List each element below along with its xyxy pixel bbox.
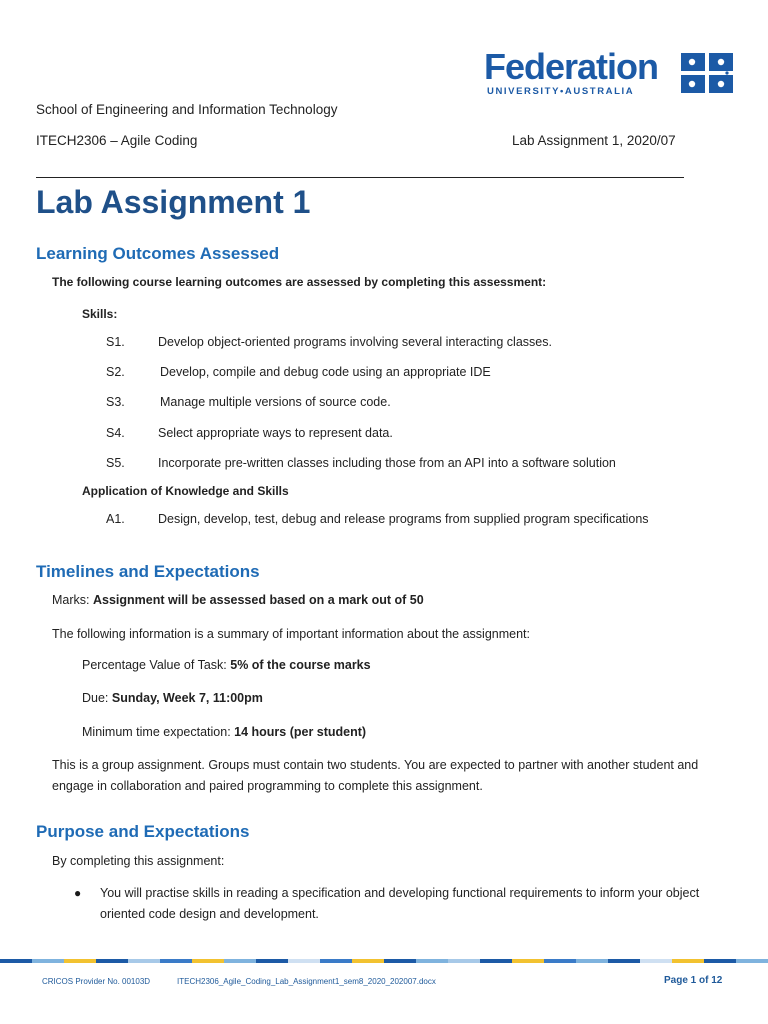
percentage-line [82, 658, 371, 672]
min-time-line [82, 725, 366, 739]
footer-stripe-segment [224, 959, 256, 963]
skill-text: Manage multiple versions of source code. [160, 395, 391, 409]
due-line [82, 691, 263, 705]
skill-code: S3. [106, 395, 125, 409]
footer-stripe-segment [576, 959, 608, 963]
footer-stripe-segment [544, 959, 576, 963]
skill-text: Incorporate pre-written classes including those from an API into a software solution [158, 456, 616, 470]
footer-stripe-segment [192, 959, 224, 963]
footer-stripe-segment [640, 959, 672, 963]
min-time-label: Minimum time expectation: [82, 725, 235, 739]
skill-code: S5. [106, 456, 125, 470]
school-name: School of Engineering and Information Technology [36, 102, 338, 117]
group-assignment-text: This is a group assignment. Groups must contain two students. You are expected to partner with another student and engage in collaboration and paired programming to complete this assignment. [52, 758, 699, 793]
footer-stripe-segment [256, 959, 288, 963]
percentage-value: 5% of the course marks [230, 658, 371, 672]
skill-text: Select appropriate ways to represent data. [158, 426, 393, 440]
page-title: Lab Assignment 1 [36, 184, 311, 220]
footer-stripe-segment [352, 959, 384, 963]
due-value: Sunday, Week 7, 11:00pm [111, 691, 263, 705]
due-label: Due: [82, 691, 112, 705]
footer-stripe-segment [160, 959, 192, 963]
purpose-intro: By completing this assignment: [52, 854, 225, 868]
cricos-number: CRICOS Provider No. 00103D [42, 977, 151, 986]
learning-intro: The following course learning outcomes are assessed by completing this assessment: [52, 275, 547, 289]
footer-stripe-segment [416, 959, 448, 963]
footer-stripe-segment [32, 959, 64, 963]
footer-stripe-segment [704, 959, 736, 963]
footer-stripe-segment [512, 959, 544, 963]
footer-stripe-segment [96, 959, 128, 963]
header-rule [36, 177, 684, 178]
skill-code: S4. [106, 426, 125, 440]
footer-stripe-segment [736, 959, 768, 963]
skill-text: Develop, compile and debug code using an appropriate IDE [160, 365, 491, 379]
assignment-ref: Lab Assignment 1, 2020/07 [512, 133, 676, 148]
flag-icon [681, 53, 733, 93]
logo-wordmark: Federation [484, 46, 659, 87]
skills-label: Skills: [82, 307, 118, 321]
footer-stripe-segment [608, 959, 640, 963]
percentage-label: Percentage Value of Task: [82, 658, 231, 672]
footer-stripe-segment [448, 959, 480, 963]
logo-subtitle: UNIVERSITY•AUSTRALIA [487, 86, 635, 97]
summary-text: The following information is a summary of important information about the assignment: [52, 627, 531, 641]
page-number: Page 1 of 12 [664, 975, 723, 986]
application-code: A1. [106, 512, 125, 526]
footer-filename: ITECH2306_Agile_Coding_Lab_Assignment1_sem8_2020_202007.docx [177, 977, 436, 986]
marks-value: Assignment will be assessed based on a mark out of 50 [92, 593, 424, 607]
footer-stripe-segment [64, 959, 96, 963]
skill-code: S1. [106, 335, 125, 349]
purpose-bullet: You will practise skills in reading a specification and developing functional requirements to inform your object oriented code design and development. [100, 886, 700, 921]
footer-stripe-segment [0, 959, 32, 963]
marks-label: Marks: [52, 593, 93, 607]
application-label: Application of Knowledge and Skills [82, 484, 289, 498]
footer-stripe-segment [320, 959, 352, 963]
skill-code: S2. [106, 365, 125, 379]
learning-outcomes-heading: Learning Outcomes Assessed [36, 244, 280, 263]
min-time-value: 14 hours (per student) [234, 725, 367, 739]
footer-stripe-segment [480, 959, 512, 963]
footer-stripe-segment [128, 959, 160, 963]
bullet-icon: ● [74, 886, 82, 900]
skill-text: Develop object-oriented programs involving several interacting classes. [158, 335, 552, 349]
footer-stripe-segment [384, 959, 416, 963]
footer-stripe [0, 959, 768, 963]
course-name: ITECH2306 – Agile Coding [36, 133, 198, 148]
marks-line [52, 593, 424, 607]
footer-stripe-segment [288, 959, 320, 963]
purpose-heading: Purpose and Expectations [36, 822, 250, 841]
application-text: Design, develop, test, debug and release programs from supplied program specifications [158, 512, 649, 526]
timelines-heading: Timelines and Expectations [36, 562, 260, 581]
footer-stripe-segment [672, 959, 704, 963]
